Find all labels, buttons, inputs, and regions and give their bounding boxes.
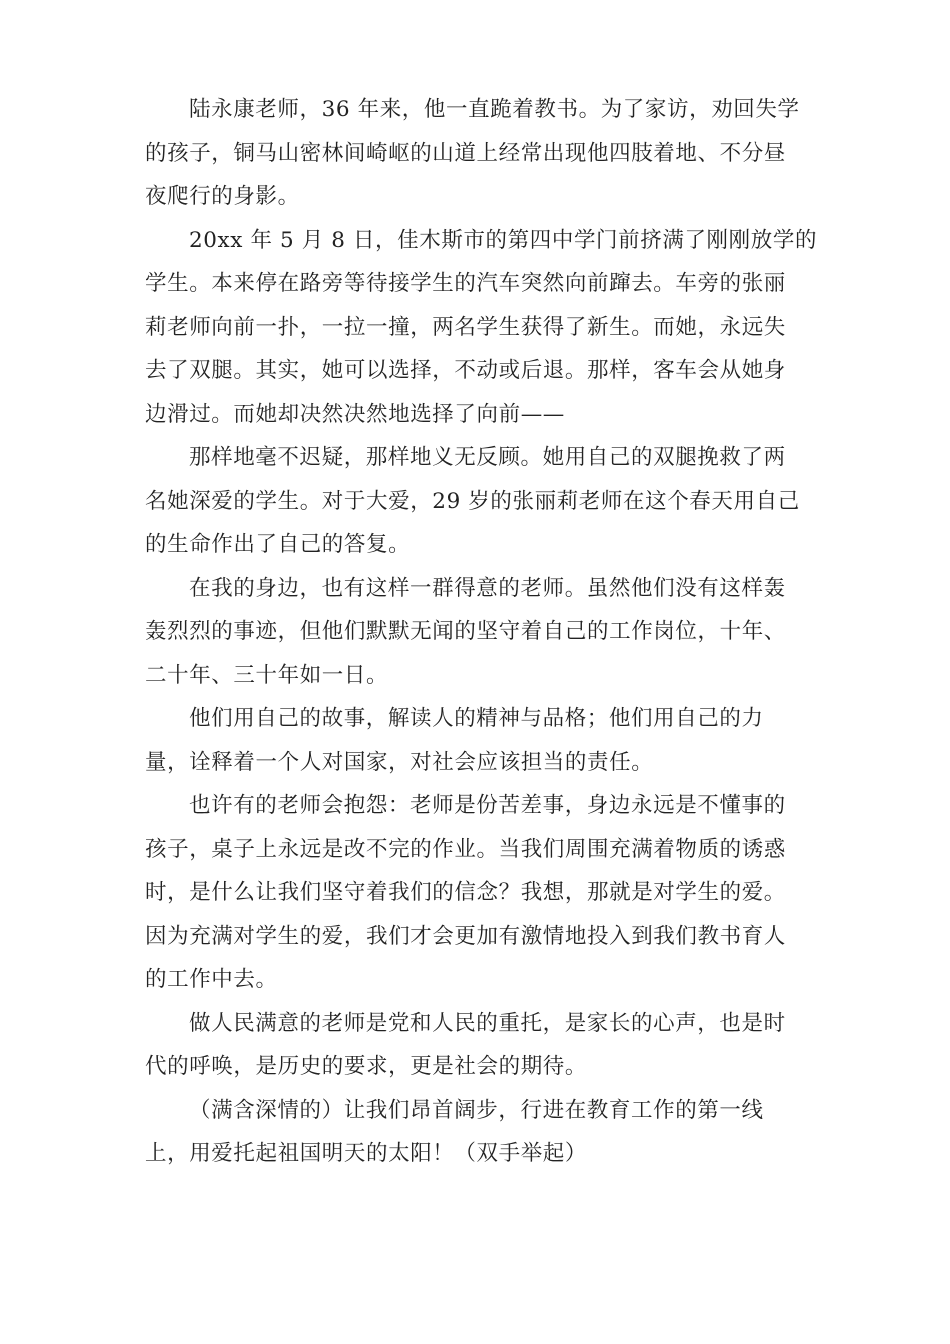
text-line: 的孩子，铜马山密林间崎岖的山道上经常出现他四肢着地、不分昼	[145, 140, 786, 166]
text-line: 的工作中去。	[145, 967, 278, 992]
text-line: 名她深爱的学生。对于大爱，29 岁的张丽莉老师在这个春天用自己	[145, 488, 800, 514]
text-line: 也许有的老师会抱怨：老师是份苦差事，身边永远是不懂事的	[189, 793, 786, 818]
text-line: 代的呼唤，是历史的要求，更是社会的期待。	[145, 1054, 588, 1079]
text-line: 的生命作出了自己的答复。	[145, 532, 411, 557]
text-line: 时，是什么让我们坚守着我们的信念？我想，那就是对学生的爱。	[145, 880, 786, 905]
text-line: 去了双腿。其实，她可以选择，不动或后退。那样，客车会从她身	[145, 358, 786, 383]
text-line: 在我的身边，也有这样一群得意的老师。虽然他们没有这样轰	[189, 575, 786, 601]
text-line: 学生。本来停在路旁等待接学生的汽车突然向前蹿去。车旁的张丽	[145, 271, 786, 296]
document-body	[145, 88, 818, 1176]
text-line: 上，用爱托起祖国明天的太阳！（双手举起）	[145, 1141, 588, 1166]
text-line: 他们用自己的故事，解读人的精神与品格；他们用自己的力	[189, 706, 764, 731]
text-line: 做人民满意的老师是党和人民的重托，是家长的心声，也是时	[189, 1010, 786, 1036]
text-line: 因为充满对学生的爱，我们才会更加有激情地投入到我们教书育人	[145, 923, 786, 949]
text-line: 轰烈烈的事迹，但他们默默无闻的坚守着自己的工作岗位，十年、	[145, 619, 786, 644]
text-line: 陆永康老师，36 年来，他一直跪着教书。为了家访，劝回失学	[189, 97, 800, 122]
text-line: 莉老师向前一扑，一拉一撞，两名学生获得了新生。而她，永远失	[145, 314, 786, 340]
text-line: 夜爬行的身影。	[145, 184, 300, 209]
text-line: 二十年、三十年如一日。	[145, 662, 389, 688]
text-line: 边滑过。而她却决然决然地选择了向前——	[145, 401, 565, 427]
text-line: 孩子，桌子上永远是改不完的作业。当我们周围充满着物质的诱惑	[145, 836, 786, 862]
text-line: 那样地毫不迟疑，那样地义无反顾。她用自己的双腿挽救了两	[189, 445, 786, 470]
text-line: 量，诠释着一个人对国家，对社会应该担当的责任。	[145, 749, 654, 775]
text-line: 20xx 年 5 月 8 日，佳木斯市的第四中学门前挤满了刚刚放学的	[189, 227, 818, 253]
text-line: （满含深情的）让我们昂首阔步，行进在教育工作的第一线	[189, 1097, 764, 1123]
